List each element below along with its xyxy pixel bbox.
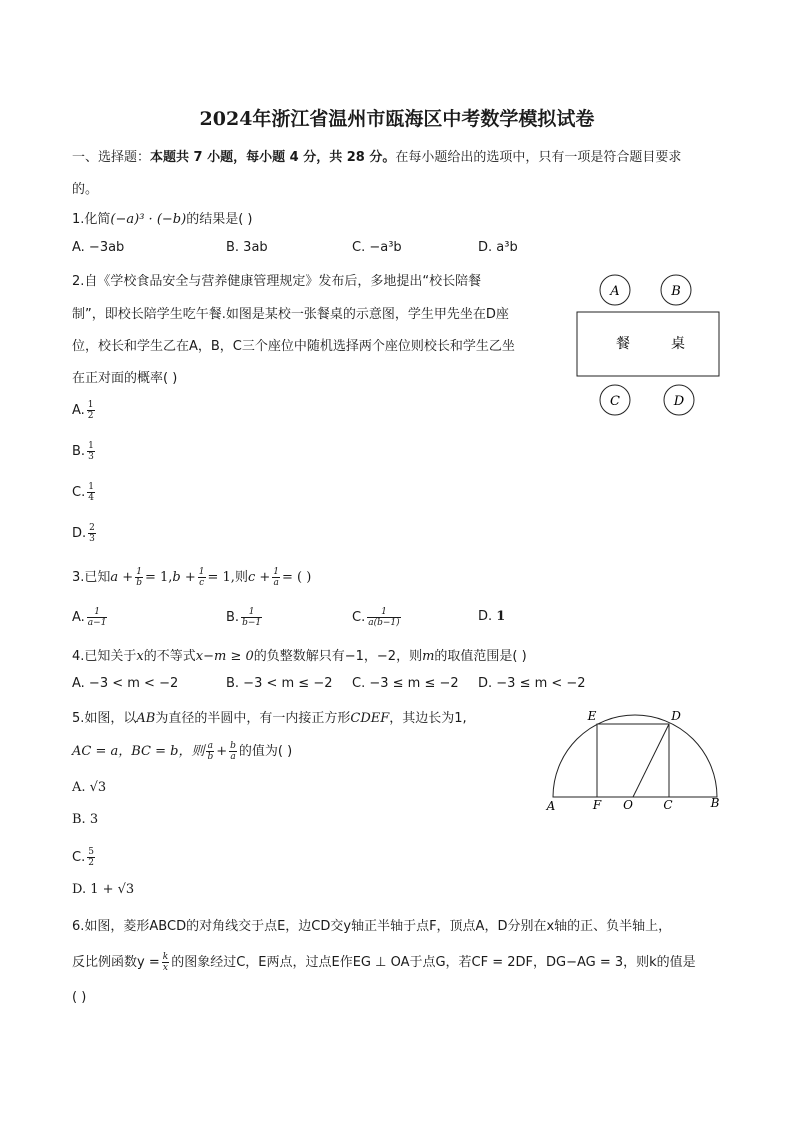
q1-option-c[interactable]: C. −a³b [352,240,402,255]
frac-num: 1 [136,567,142,577]
frac-den: 2 [87,411,94,421]
page-title: 2024年浙江省温州市瓯海区中考数学模拟试卷 [199,108,595,130]
q6-line-2 [72,951,696,973]
q3-ask-eq: = ( ) [282,570,312,585]
q5-ab: AB [136,711,156,726]
semicircle-arc [553,715,717,797]
q3-cond1-eq: = 1, [144,570,173,585]
q4-option-c[interactable]: C. −3 ≤ m ≤ −2 [352,676,459,691]
question-1 [72,208,252,227]
option-label: A. [72,403,85,418]
option-label: D. [478,609,493,624]
frac-den: 4 [88,493,94,503]
option-label: B. [72,444,86,459]
q2-line-2: 制”，即校长陪学生吃午餐.如图是某校一张餐桌的示意图，学生甲先坐在D座 [72,307,509,322]
q4-mid: 的不等式 [143,649,196,664]
q4-var-x: x [136,649,144,664]
q2-line-3: 位，校长和学生乙在A，B，C三个座位中随机选择两个座位则校长和学生乙坐 [72,339,515,354]
section-intro-bold: 本题共 7 小题，每小题 4 分，共 28 分。 [150,150,396,165]
q3-option-a[interactable] [72,607,109,628]
q5-pre: 5.如图，以 [72,711,137,726]
q5-post: ，其边长为1, [389,711,467,726]
q4-option-b[interactable]: B. −3 < m ≤ −2 [226,676,333,691]
frac-den: 3 [89,534,95,544]
frac-den: a(b−1) [368,618,400,628]
q5-option-d[interactable]: D. 1 + √3 [72,882,135,897]
table-label-left: 餐 [616,336,630,352]
option-label: A. [72,610,85,625]
frac-num: 5 [88,847,94,857]
q3-cond2-a: b + [172,570,196,585]
q1-expression: (−a)³ · (−b) [110,212,187,227]
frac-den: 3 [88,452,94,462]
q5-cdef: CDEF [350,711,390,726]
option-label: B. [226,610,240,625]
q3-option-b[interactable] [226,607,264,628]
q5-mid: 为直径的半圆中，有一内接正方形 [155,711,351,726]
option-label: C. [72,485,86,500]
q2-option-d[interactable] [72,523,98,544]
question-3 [72,566,311,588]
frac-num: 1 [273,567,279,577]
q2-option-a[interactable] [72,400,97,421]
q6-line-3: ( ) [72,990,87,1005]
section-intro-rest: 在每小题给出的选项中，只有一项是符合题目要求 [395,150,682,165]
q5-plus: + [216,744,228,759]
q5-option-c[interactable] [72,847,97,868]
table-label-right: 桌 [671,336,685,352]
seat-a-label: A [610,284,620,299]
q5-option-a[interactable]: A. √3 [72,780,107,795]
label-b: B [710,796,720,810]
q6-post: 的图象经过C，E两点，过点E作EG ⊥ OA于点G，若CF = 2DF，DG−AG = 3，则k的值是 [171,955,696,970]
section-intro-line2: 的。 [72,182,99,197]
q4-pre: 4.已知关于 [72,649,137,664]
option-label: C. [352,610,366,625]
label-o: O [623,798,633,812]
frac-den: a [273,578,279,588]
label-d: D [671,709,681,723]
frac-num: k [162,952,169,962]
seat-c-label: C [610,394,620,409]
frac-den: b [207,752,214,762]
q2-option-b[interactable] [72,441,97,462]
radius-od [633,724,669,797]
frac-den: b−1 [242,618,262,628]
q3-option-d[interactable] [478,609,505,624]
inscribed-square [597,724,669,797]
question-number: 1. [72,212,85,227]
q5-ask: 的值为( ) [238,744,293,759]
q6-pre: 反比例函数y = [72,955,160,970]
frac-den: 2 [88,858,94,868]
option-value: 1 [496,609,506,624]
semicircle-figure [540,704,730,820]
q2-line-4: 在正对面的概率( ) [72,371,178,386]
section-intro [72,146,681,165]
frac-num: 1 [88,441,94,451]
q1-option-a[interactable]: A. −3ab [72,240,125,255]
option-label: D. [72,526,87,541]
q3-ask-pre: 则 [234,570,248,585]
frac-num: 1 [87,400,94,410]
frac-den: b [136,578,142,588]
frac-den: c [199,578,205,588]
q2-option-c[interactable] [72,482,97,503]
section-heading: 一、选择题： [72,150,151,165]
q4-option-a[interactable]: A. −3 < m < −2 [72,676,179,691]
seat-d-label: D [673,394,685,409]
q4-var-m: m [422,649,435,664]
frac-num: 2 [89,523,95,533]
q1-pre: 化简 [84,212,111,227]
q5-line-2 [72,740,292,762]
frac-num: 1 [367,607,400,618]
label-f: F [592,798,602,812]
q6-line-1: 6.如图，菱形ABCD的对角线交于点E，边CD交y轴正半轴于点F，顶点A，D分别在x轴的正、负半轴上， [72,919,672,934]
q2-line-1: 2.自《学校食品安全与营养健康管理规定》发布后，多地提出“校长陪餐 [72,274,482,289]
option-label: C. [72,850,86,865]
q3-ask-a: c + [247,570,271,585]
q1-post: 的结果是( ) [186,212,253,227]
q3-cond2-eq: = 1, [207,570,235,585]
frac-num: 1 [88,482,94,492]
q3-option-c[interactable] [352,607,403,628]
question-number: 3. [72,570,85,585]
frac-num: 1 [87,607,108,618]
q1-option-b[interactable]: B. 3ab [226,240,268,255]
frac-den: a [230,752,236,762]
table-rect [577,312,719,376]
dining-table-figure [570,270,730,420]
q4-option-d[interactable]: D. −3 ≤ m < −2 [478,676,586,691]
label-e: E [587,709,597,723]
frac-den: a−1 [87,618,107,628]
label-c: C [663,798,673,812]
frac-num: a [207,741,214,751]
frac-den: x [162,963,168,973]
frac-num: b [230,741,236,751]
q5-given: AC = a，BC = b，则 [72,744,205,759]
frac-num: 1 [198,567,205,577]
q3-cond1-a: a + [110,570,134,585]
q4-mid2: 的负整数解只有−1，−2，则 [253,649,423,664]
q4-post: 的取值范围是( ) [434,649,527,664]
q3-pre: 已知 [84,570,111,585]
q5-option-b[interactable]: B. 3 [72,812,99,827]
q4-inequality: x−m ≥ 0 [195,649,254,664]
label-a: A [546,799,556,813]
q5-line-1 [72,707,467,726]
frac-num: 1 [241,607,262,618]
q1-option-d[interactable]: D. a³b [478,240,518,255]
question-4 [72,645,527,664]
seat-b-label: B [671,284,681,299]
